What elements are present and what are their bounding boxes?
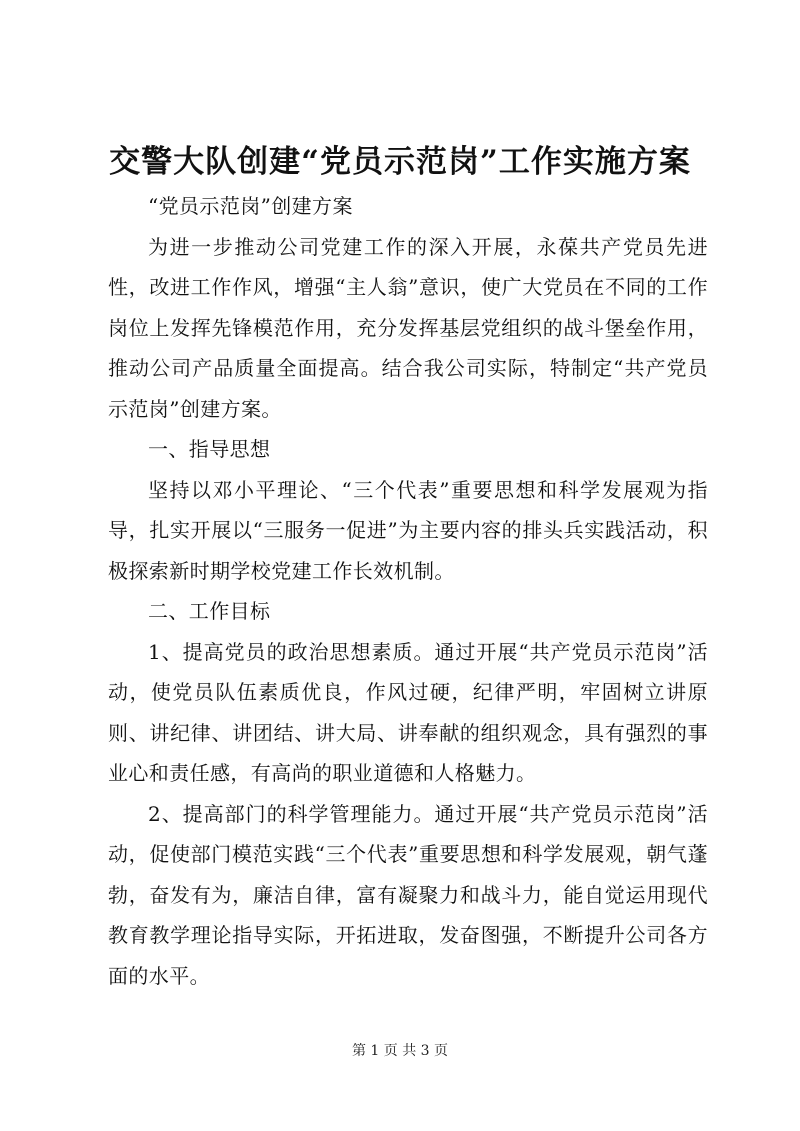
document-title: 交警大队创建“党员示范岗”工作实施方案: [109, 144, 691, 180]
section-heading-work-goals: 二、工作目标: [148, 599, 271, 623]
paragraph-goal-2: 2、提高部门的科学管理能力。通过开展“共产党员示范岗”活动，促使部门模范实践“三个代表”重要思想和科学发展观，朝气蓬勃，奋发有为，廉洁自律，富有凝聚力和战斗力，能自觉运用现代教育教学理论指导实际，开拓进取，发奋图强，不断提升公司各方面的水平。: [108, 801, 708, 988]
document-body: [108, 186, 708, 996]
paragraph-guiding-thought: 坚持以邓小平理论、“三个代表”重要思想和科学发展观为指导，扎实开展以“三服务一促进”为主要内容的排头兵实践活动，积极探索新时期学校党建工作长效机制。: [108, 477, 708, 583]
paragraph-intro: 为进一步推动公司党建工作的深入开展，永葆共产党员先进性，改进工作作风，增强“主人翁”意识，使广大党员在不同的工作岗位上发挥先锋模范作用，充分发挥基层党组织的战斗堡垒作用，推动公司产品质量全面提高。结合我公司实际，特制定“共产党员示范岗”创建方案。: [108, 234, 708, 421]
paragraph-subtitle: “党员示范岗”创建方案: [148, 194, 353, 218]
page-footer: 第 1 页 共 3 页: [351, 1043, 449, 1059]
paragraph-goal-1: 1、提高党员的政治思想素质。通过开展“共产党员示范岗”活动，使党员队伍素质优良，作风过硬，纪律严明，牢固树立讲原则、讲纪律、讲团结、讲大局、讲奉献的组织观念，具有强烈的事业心和责任感，有高尚的职业道德和人格魅力。: [108, 639, 708, 785]
section-heading-guiding-thought: 一、指导思想: [148, 437, 271, 461]
